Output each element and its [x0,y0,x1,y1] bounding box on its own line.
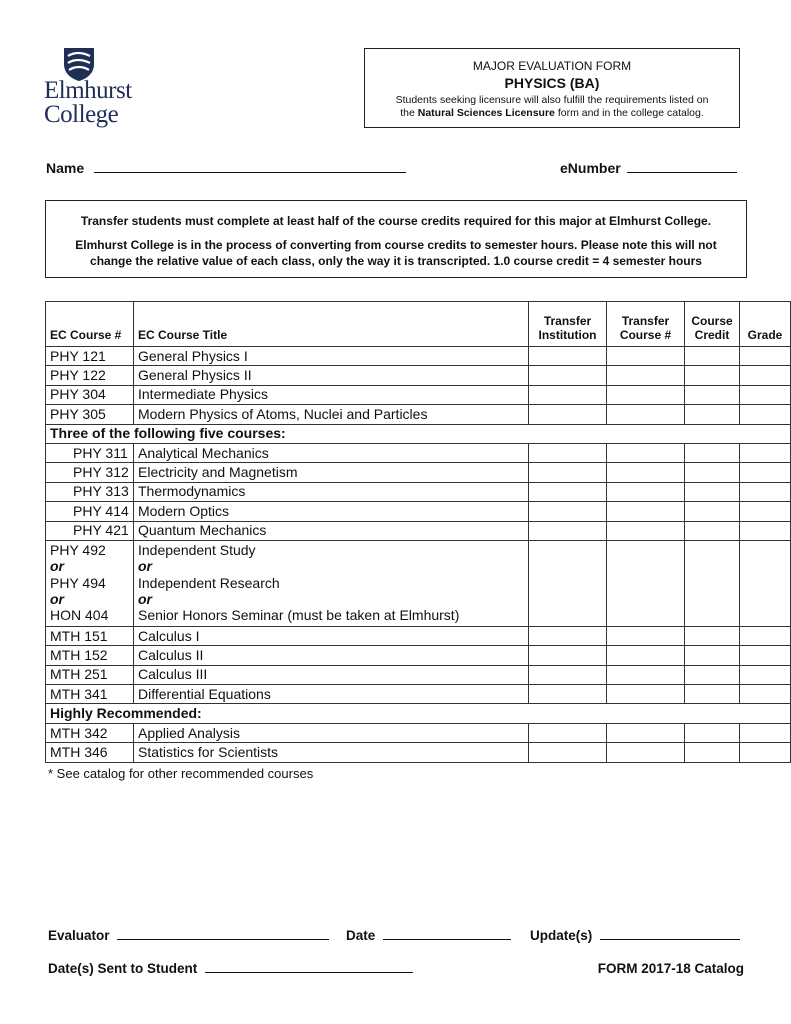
course-num: MTH 251 [46,665,134,684]
course-num: MTH 151 [46,626,134,645]
transfer-institution-cell[interactable] [529,443,607,462]
credit-cell[interactable] [685,665,740,684]
course-num-alternatives [46,540,134,626]
header-course-credit-l1: Course [691,314,733,328]
header-transfer-course [607,302,685,347]
transfer-institution-cell[interactable] [529,366,607,385]
grade-cell[interactable] [740,463,791,482]
transfer-institution-cell[interactable] [529,521,607,540]
updates-field [530,928,740,943]
grade-cell[interactable] [740,665,791,684]
date-sent-label: Date(s) Sent to Student [48,961,198,976]
transfer-course-cell[interactable] [607,463,685,482]
grade-cell[interactable] [740,366,791,385]
courses-table [45,301,791,763]
grade-cell[interactable] [740,385,791,404]
credit-cell[interactable] [685,443,740,462]
transfer-course-cell[interactable] [607,521,685,540]
grade-cell[interactable] [740,521,791,540]
credit-cell[interactable] [685,482,740,501]
course-title: Calculus III [134,665,529,684]
transfer-notice-line1: Transfer students must complete at least half of the course credits required for this major at Elmhurst College. [80,214,712,228]
course-title: Modern Optics [134,502,529,521]
credit-cell[interactable] [685,347,740,366]
transfer-course-cell[interactable] [607,366,685,385]
licensure-note-the: the [400,107,415,119]
transfer-course-cell[interactable] [607,405,685,424]
evaluator-field [48,928,329,943]
date-label: Date [346,928,376,943]
header-transfer-institution [529,302,607,347]
course-title: Calculus I [134,626,529,645]
logo-text-line1: Elmhurst [44,77,132,104]
header-course-credit [685,302,740,347]
credit-cell[interactable] [685,626,740,645]
conversion-notice-line2: change the relative value of each class, only the way it is transcripted. 1.0 course credit = 4 semester hours [90,254,702,268]
or-label: or [138,558,152,575]
course-title: Modern Physics of Atoms, Nuclei and Particles [134,405,529,424]
course-num: PHY 312 [46,463,134,482]
section-heading: Three of the following five courses: [46,424,791,443]
credit-cell[interactable] [685,405,740,424]
course-num: MTH 346 [46,743,134,762]
transfer-institution-cell[interactable] [529,685,607,704]
table-row [46,723,791,742]
date-sent-blank[interactable] [205,972,413,973]
course-num: PHY 313 [46,482,134,501]
transfer-course-cell[interactable] [607,665,685,684]
header-transfer-institution-l1: Transfer [543,314,592,328]
credit-cell[interactable] [685,540,740,626]
grade-cell[interactable] [740,405,791,424]
transfer-institution-cell[interactable] [529,347,607,366]
course-num: PHY 414 [46,502,134,521]
course-num: PHY 304 [46,385,134,404]
table-row [46,366,791,385]
table-row [46,502,791,521]
table-row [46,443,791,462]
course-title: Electricity and Magnetism [134,463,529,482]
date-blank[interactable] [383,939,511,940]
or-label: or [50,590,64,607]
grade-cell[interactable] [740,646,791,665]
grade-cell[interactable] [740,443,791,462]
course-num: MTH 342 [46,723,134,742]
transfer-institution-cell[interactable] [529,463,607,482]
transfer-institution-cell[interactable] [529,743,607,762]
transfer-course-cell[interactable] [607,743,685,762]
conversion-notice [46,237,746,269]
section-row [46,704,791,723]
course-title: Applied Analysis [134,723,529,742]
name-blank[interactable] [94,172,406,173]
table-row [46,521,791,540]
licensure-note-tail: form and in the college catalog. [557,107,704,119]
course-num: PHY 492 [50,541,106,558]
footnote: * See catalog for other recommended courses [48,766,314,781]
grade-cell[interactable] [740,482,791,501]
course-num: PHY 311 [46,443,134,462]
grade-cell[interactable] [740,502,791,521]
header-course-credit-l2: Credit [694,328,730,342]
form-title: MAJOR EVALUATION FORM [472,59,632,73]
date-sent-field [48,961,413,976]
transfer-institution-cell[interactable] [529,665,607,684]
enumber-blank[interactable] [627,172,737,173]
conversion-notice-line1: Elmhurst College is in the process of converting from course credits to semester hours. Please note this will not [75,238,717,252]
transfer-course-cell[interactable] [607,723,685,742]
transfer-course-cell[interactable] [607,502,685,521]
program-title: PHYSICS (BA) [504,75,600,91]
table-row [46,685,791,704]
form-header-box [364,48,740,128]
credit-cell[interactable] [685,685,740,704]
course-title: Differential Equations [134,685,529,704]
header-transfer-course-l2: Course # [619,328,672,342]
enumber-field [560,160,737,176]
table-row [46,405,791,424]
updates-blank[interactable] [600,939,740,940]
evaluator-blank[interactable] [117,939,329,940]
table-row [46,743,791,762]
course-title: Independent Study [138,541,256,558]
transfer-institution-cell[interactable] [529,540,607,626]
name-field [46,160,406,176]
course-num: PHY 121 [46,347,134,366]
transfer-institution-cell[interactable] [529,482,607,501]
enumber-label: eNumber [560,160,621,176]
grade-cell[interactable] [740,626,791,645]
course-title: Intermediate Physics [134,385,529,404]
header-transfer-course-l1: Transfer [621,314,670,328]
transfer-institution-cell[interactable] [529,405,607,424]
course-title: General Physics II [134,366,529,385]
form-id: FORM 2017-18 Catalog [597,961,744,976]
licensure-note-line1: Students seeking licensure will also fulfill the requirements listed on [395,94,709,106]
header-course-title: EC Course Title [134,302,529,347]
date-field [346,928,511,943]
course-title: Independent Research [138,574,280,591]
transfer-institution-cell[interactable] [529,723,607,742]
table-row [46,646,791,665]
course-num: MTH 152 [46,646,134,665]
table-row [46,482,791,501]
course-num: PHY 305 [46,405,134,424]
credit-cell[interactable] [685,366,740,385]
course-num: MTH 341 [46,685,134,704]
header-course-num: EC Course # [46,302,134,347]
grade-cell[interactable] [740,347,791,366]
name-label: Name [46,160,85,176]
transfer-course-cell[interactable] [607,482,685,501]
courses-body [46,347,791,763]
transfer-course-cell[interactable] [607,626,685,645]
course-title-alternatives [134,540,529,626]
transfer-course-cell[interactable] [607,443,685,462]
college-logo [44,46,144,130]
course-title: Senior Honors Seminar (must be taken at Elmhurst) [138,607,460,624]
header-grade: Grade [740,302,791,347]
course-title: Quantum Mechanics [134,521,529,540]
grade-cell[interactable] [740,743,791,762]
transfer-institution-cell[interactable] [529,646,607,665]
table-row [46,463,791,482]
course-title: Analytical Mechanics [134,443,529,462]
course-num: PHY 421 [46,521,134,540]
table-row [46,385,791,404]
evaluator-label: Evaluator [48,928,110,943]
section-heading: Highly Recommended: [46,704,791,723]
course-title: Calculus II [134,646,529,665]
course-num: PHY 494 [50,574,106,591]
credit-cell[interactable] [685,463,740,482]
credit-cell[interactable] [685,723,740,742]
credit-cell[interactable] [685,521,740,540]
course-num: HON 404 [50,607,109,624]
course-title: Statistics for Scientists [134,743,529,762]
transfer-institution-cell[interactable] [529,385,607,404]
grade-cell[interactable] [740,540,791,626]
grade-cell[interactable] [740,685,791,704]
updates-label: Update(s) [530,928,593,943]
credit-cell[interactable] [685,502,740,521]
table-row [46,347,791,366]
credit-cell[interactable] [685,646,740,665]
course-title: General Physics I [134,347,529,366]
transfer-course-cell[interactable] [607,347,685,366]
credit-cell[interactable] [685,743,740,762]
or-label: or [138,590,152,607]
section-row [46,424,791,443]
transfer-course-cell[interactable] [607,685,685,704]
transfer-course-cell[interactable] [607,540,685,626]
or-label: or [50,558,64,575]
credit-cell[interactable] [685,385,740,404]
grade-cell[interactable] [740,723,791,742]
transfer-institution-cell[interactable] [529,502,607,521]
transfer-notice-box [45,200,747,278]
course-title: Thermodynamics [134,482,529,501]
licensure-note [365,94,739,120]
table-row [46,626,791,645]
transfer-course-cell[interactable] [607,385,685,404]
table-row [46,665,791,684]
course-num: PHY 122 [46,366,134,385]
table-row-alternatives [46,540,791,626]
logo-text-line2: College [44,101,119,128]
transfer-course-cell[interactable] [607,646,685,665]
table-header-row [46,302,791,347]
licensure-form-name: Natural Sciences Licensure [417,107,555,119]
header-transfer-institution-l2: Institution [538,328,597,342]
transfer-institution-cell[interactable] [529,626,607,645]
